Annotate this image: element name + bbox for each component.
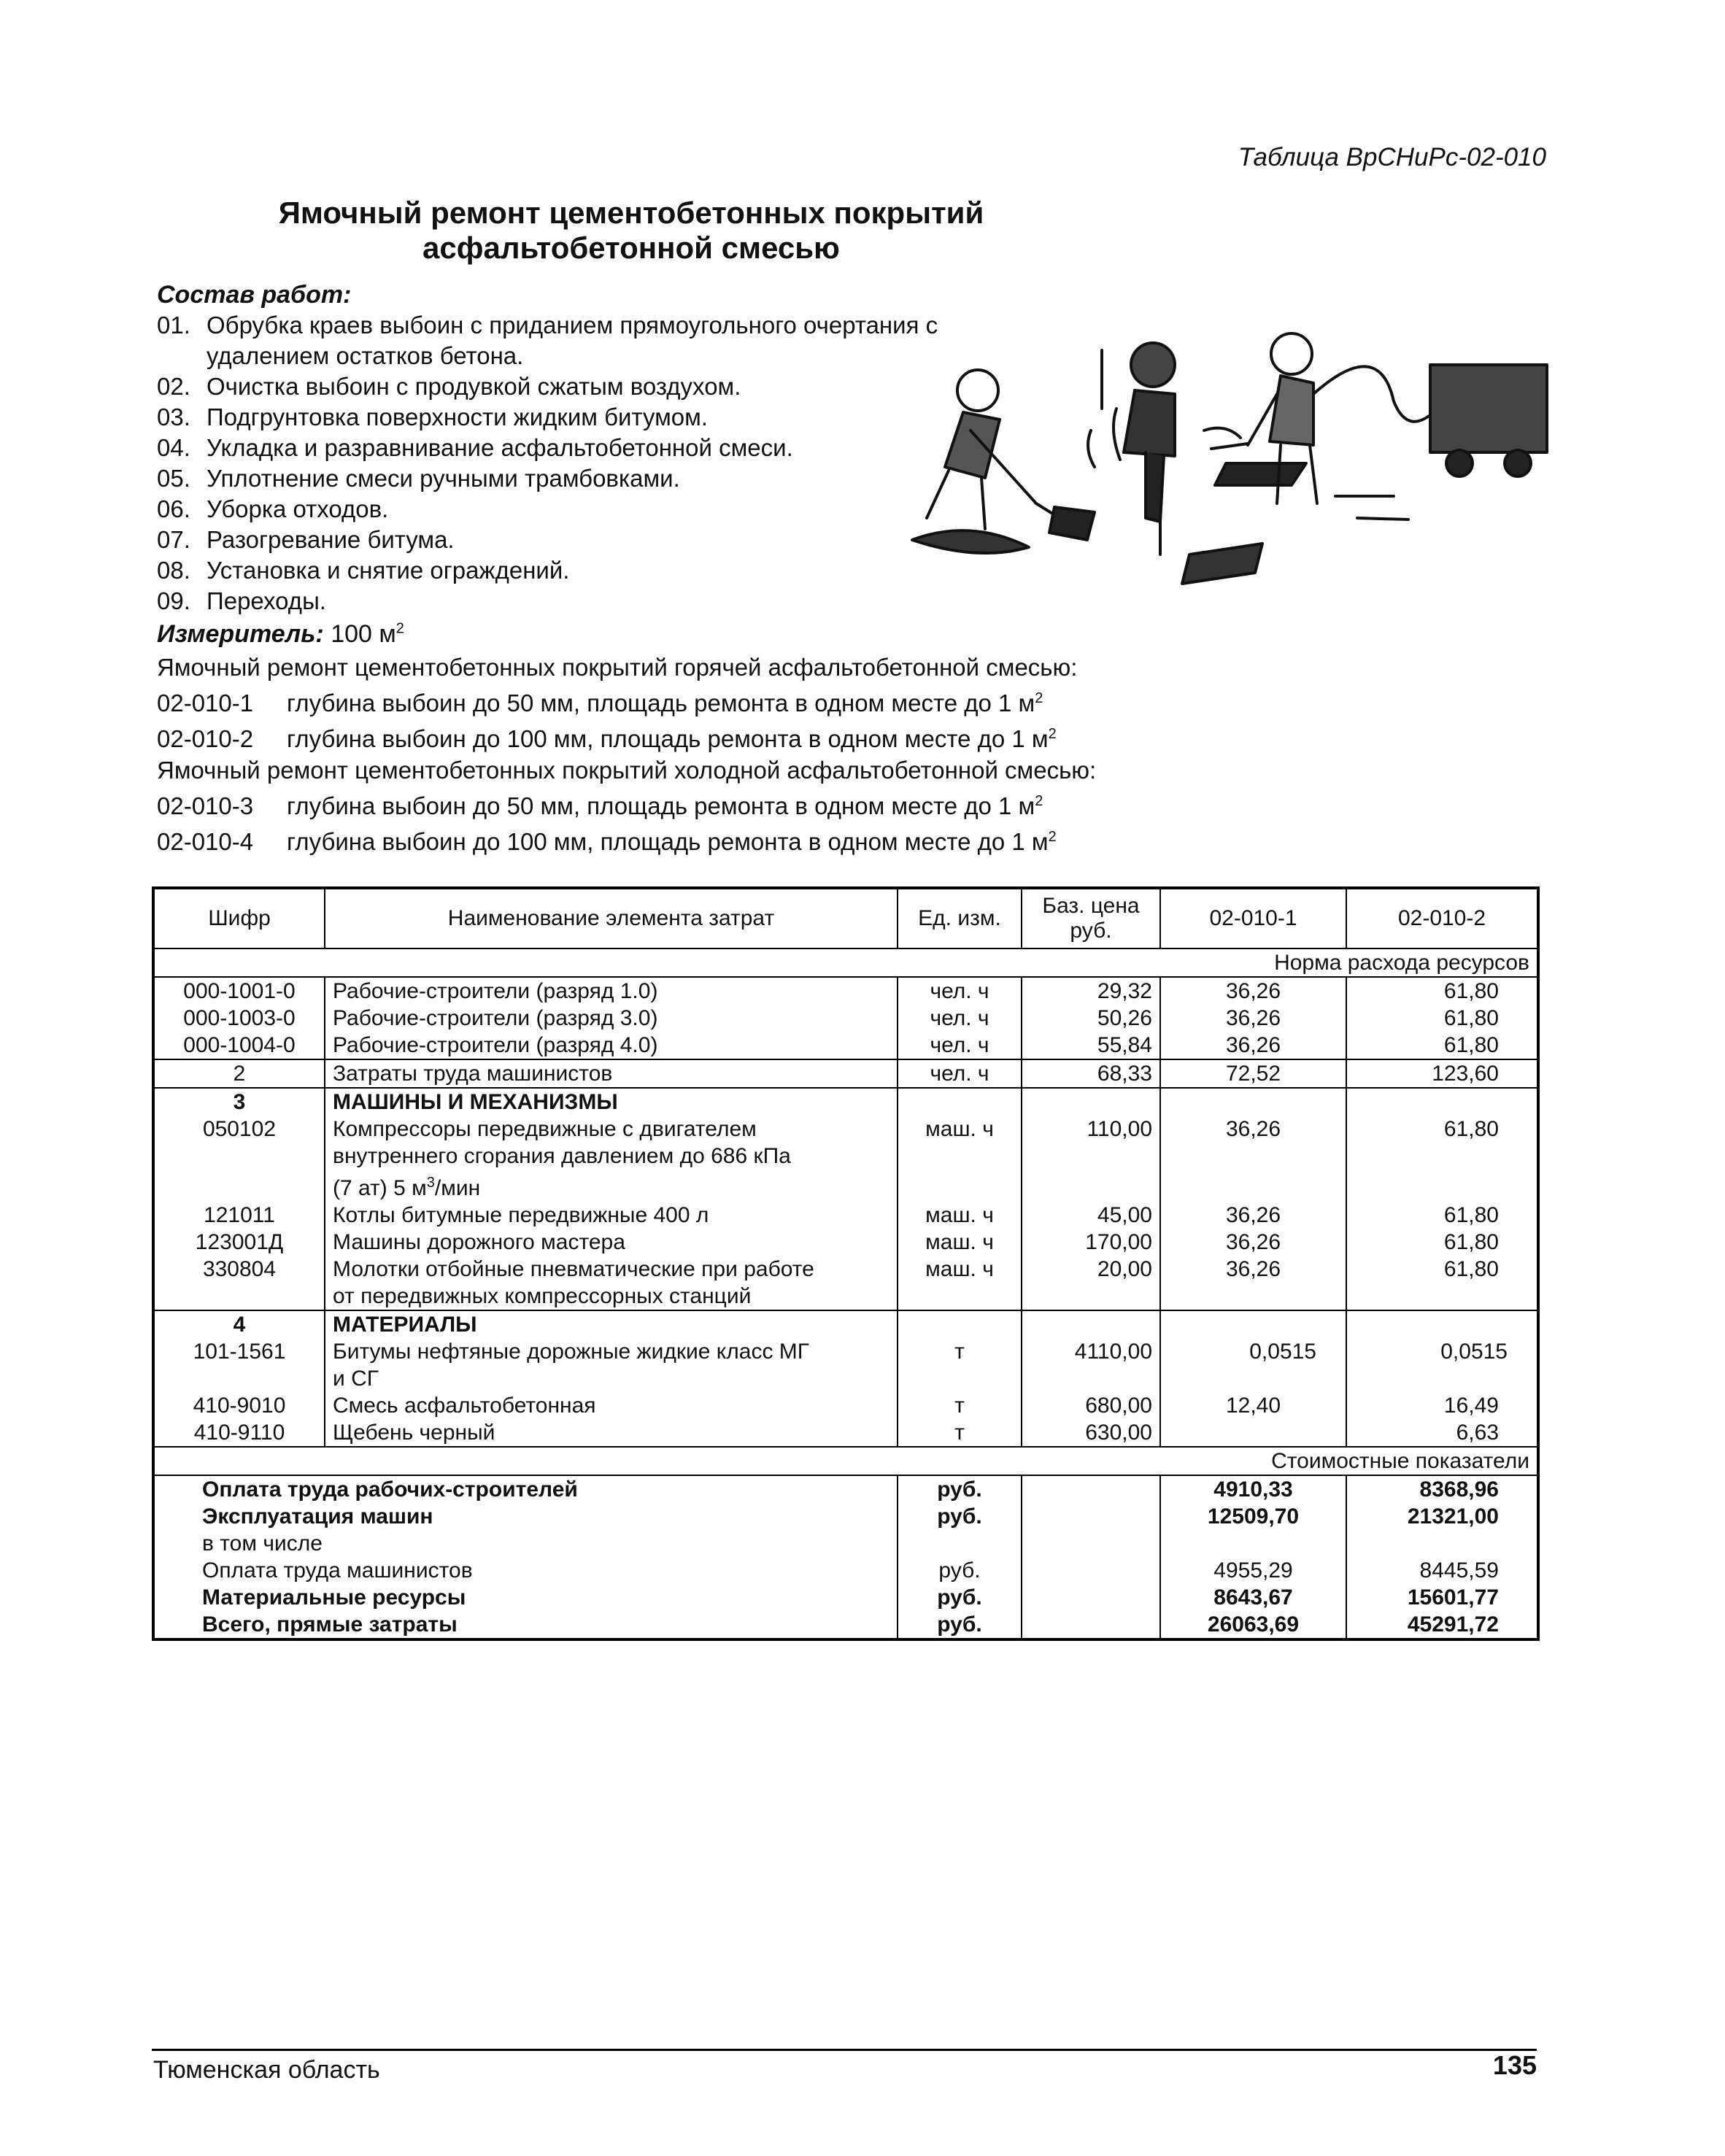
name-line: Битумы нефтяные дорожные жидкие класс МГ — [333, 1340, 810, 1364]
table-row — [153, 1005, 1538, 1032]
item-code: 02-010-3 — [157, 792, 254, 819]
cell-v1: 72,52 — [1160, 1059, 1346, 1088]
name-line: (7 ат) 5 $м^3$/мин — [333, 1175, 481, 1200]
worker-1-body — [945, 412, 1000, 478]
table-row — [153, 1338, 1538, 1392]
table-row — [153, 1059, 1538, 1088]
list-item — [157, 463, 973, 494]
cell-name: Рабочие-строители (разряд 4.0) — [325, 1032, 898, 1059]
cell-price: 4110,00 — [1022, 1338, 1160, 1392]
item-text: глубина выбоин до 100 мм, площадь ремонта в одном месте до 1 м — [287, 828, 1049, 855]
rubble — [912, 530, 1029, 553]
cell-unit: маш. ч — [898, 1256, 1022, 1310]
cell-price: 630,00 — [1022, 1419, 1160, 1447]
table-header-row — [153, 888, 1538, 948]
item-code: 02-010-2 — [157, 725, 254, 752]
cell-name: Смесь асфальтобетонная — [325, 1392, 898, 1419]
measure-sup: 2 — [395, 620, 404, 637]
workers-illustration — [883, 321, 1554, 598]
page-title-line-1: Ямочный ремонт цементобетонных покрытий — [278, 196, 984, 230]
cell-v2: 61,80 — [1346, 1116, 1538, 1202]
list-item — [157, 433, 973, 463]
list-item-text: Подгрунтовка поверхности жидким битумом. — [207, 403, 709, 430]
page-title — [219, 196, 1043, 266]
cell-code: 000-1003-0 — [183, 1006, 296, 1030]
hot-heading: Ямочный ремонт цементобетонных покрытий горячей асфальтобетонной смесью: — [157, 654, 1078, 681]
list-item-number: 08. — [157, 557, 190, 584]
header-name: Наименование элемента затрат — [325, 888, 898, 948]
list-item-text: Уборка отходов. — [207, 495, 389, 522]
list-item-number: 06. — [157, 495, 190, 522]
list-item — [157, 494, 973, 525]
table-row — [153, 1392, 1538, 1419]
group-title: МАШИНЫ И МЕХАНИЗМЫ — [325, 1088, 898, 1116]
measure-label: Измеритель: — [157, 620, 324, 648]
name-line: внутреннего сгорания давлением до 686 кПа — [333, 1144, 791, 1168]
description-item — [157, 822, 1096, 857]
cell-code: 000-1004-0 — [183, 1033, 296, 1057]
shovel-blade — [1049, 507, 1095, 540]
summary-unit: руб. — [898, 1475, 1022, 1503]
cell-name: Рабочие-строители (разряд 1.0) — [325, 977, 898, 1005]
summary-v1 — [1160, 1530, 1346, 1557]
table-row — [153, 1229, 1538, 1256]
air-hose — [1313, 366, 1438, 421]
cell-price: 20,00 — [1022, 1256, 1160, 1310]
page-number: 135 — [1492, 2050, 1537, 2080]
table-row — [153, 1202, 1538, 1229]
summary-v2: 8445,59 — [1346, 1557, 1538, 1584]
list-item-text: Разогревание битума. — [207, 526, 455, 553]
group-title: МАТЕРИАЛЫ — [325, 1310, 898, 1338]
summary-unit: руб. — [898, 1557, 1022, 1584]
cell-v1: 36,26 — [1160, 977, 1346, 1005]
summary-v2: 15601,77 — [1346, 1584, 1538, 1611]
item-sup: 2 — [1048, 726, 1057, 742]
cell-unit: чел. ч — [898, 1059, 1022, 1088]
cell-code: 410-9010 — [193, 1394, 286, 1418]
summary-unit: руб. — [898, 1584, 1022, 1611]
cell-code: 330804 — [202, 1257, 277, 1281]
summary-v1: 12509,70 — [1160, 1503, 1346, 1530]
cell-v2: 6,63 — [1346, 1419, 1538, 1447]
cell-name — [325, 1116, 898, 1202]
compressor-wheel-2 — [1505, 450, 1531, 476]
patch-plate-2 — [1182, 544, 1262, 584]
cell-price: 680,00 — [1022, 1392, 1160, 1419]
summary-v2: 21321,00 — [1346, 1503, 1538, 1530]
worker-1-head — [957, 370, 998, 411]
list-item-text: Переходы. — [207, 587, 326, 614]
cell-v1: 12,40 — [1160, 1392, 1346, 1419]
summary-row — [153, 1557, 1538, 1584]
cell-v2: 61,80 — [1346, 977, 1538, 1005]
cell-price: 110,00 — [1022, 1116, 1160, 1202]
cell-name — [325, 1256, 898, 1310]
cell-v1 — [1160, 1419, 1346, 1447]
list-item — [157, 310, 973, 371]
list-item-number: 09. — [157, 587, 190, 614]
cell-code: 121011 — [204, 1203, 275, 1227]
cell-v1: 36,26 — [1160, 1256, 1346, 1310]
summary-v2: 45291,72 — [1346, 1611, 1538, 1639]
cell-name — [325, 1338, 898, 1392]
cell-code: 123001Д — [195, 1230, 284, 1254]
summary-row — [153, 1475, 1538, 1503]
list-item — [157, 586, 973, 617]
summary-name: в том числе — [202, 1531, 323, 1556]
summary-v1: 26063,69 — [1160, 1611, 1346, 1639]
work-list — [157, 310, 973, 617]
cell-code: 000-1001-0 — [153, 977, 325, 1005]
list-item-text: Обрубка краев выбоин с приданием прямоугольного очертания с удалением остатков бетона. — [207, 312, 938, 369]
item-sup: 2 — [1048, 829, 1057, 845]
cell-unit: маш. ч — [898, 1202, 1022, 1229]
summary-v1: 8643,67 — [1160, 1584, 1346, 1611]
cell-v1: 36,26 — [1160, 1202, 1346, 1229]
compressor-wheel-1 — [1446, 450, 1473, 476]
list-item-number: 07. — [157, 526, 190, 553]
cell-name: Рабочие-строители (разряд 3.0) — [325, 1005, 898, 1032]
cost-table — [152, 886, 1540, 1641]
name-line: от передвижных компрессорных станций — [333, 1284, 752, 1308]
summary-unit: руб. — [898, 1503, 1022, 1530]
cell-code: 410-9110 — [193, 1421, 285, 1445]
item-sup: 2 — [1035, 793, 1043, 809]
table-row — [153, 977, 1538, 1005]
summary-name: Материальные ресурсы — [202, 1585, 466, 1610]
name-line: Молотки отбойные пневматические при работе — [333, 1257, 814, 1281]
jackhammer — [1146, 452, 1164, 522]
table-row — [153, 1256, 1538, 1310]
cell-name: Щебень черный — [325, 1419, 898, 1447]
list-item-text: Уплотнение смеси ручными трамбовками. — [207, 465, 680, 492]
cell-price: 45,00 — [1022, 1202, 1160, 1229]
summary-row — [153, 1503, 1538, 1530]
summary-row — [153, 1584, 1538, 1611]
summary-v2 — [1346, 1530, 1538, 1557]
table-caption: Таблица ВрСНиРс-02-010 — [1238, 143, 1546, 171]
cell-v2: 61,80 — [1346, 1005, 1538, 1032]
list-item-text: Установка и снятие ограждений. — [207, 557, 570, 584]
summary-name: Оплата труда машинистов — [202, 1558, 473, 1583]
cell-price: 170,00 — [1022, 1229, 1160, 1256]
summary-name: Оплата труда рабочих-строителей — [153, 1475, 898, 1503]
worker-2-head — [1131, 343, 1175, 387]
cell-v2: 61,80 — [1346, 1229, 1538, 1256]
worker-3-body — [1270, 376, 1313, 445]
worker-2-body — [1124, 390, 1175, 456]
cell-v1: 36,26 — [1160, 1229, 1346, 1256]
name-line: Компрессоры передвижные с двигателем — [333, 1117, 757, 1141]
table-row — [153, 1116, 1538, 1202]
summary-v2: 8368,96 — [1346, 1475, 1538, 1503]
list-item-text: Очистка выбоин с продувкой сжатым воздухом. — [207, 373, 741, 400]
compressor — [1430, 365, 1547, 452]
group-code: 3 — [153, 1088, 325, 1116]
page-title-line-2: асфальтобетонной смесью — [422, 231, 840, 265]
composition-heading: Состав работ: — [157, 281, 352, 309]
list-item-number: 04. — [157, 434, 190, 461]
section-costs: Стоимостные показатели — [153, 1447, 1538, 1475]
list-item — [157, 371, 973, 402]
cell-unit: маш. ч — [898, 1116, 1022, 1202]
cell-unit: чел. ч — [898, 1032, 1022, 1059]
cell-price: 55,84 — [1022, 1032, 1160, 1059]
cell-name: Машины дорожного мастера — [325, 1229, 898, 1256]
cell-unit: чел. ч — [898, 977, 1022, 1005]
cell-v2: 0,0515 — [1346, 1338, 1538, 1392]
cell-v2: 123,60 — [1346, 1059, 1538, 1088]
table-row — [153, 1032, 1538, 1059]
worker-3-head — [1271, 333, 1312, 374]
list-item — [157, 525, 973, 555]
cell-v1: 36,26 — [1160, 1005, 1346, 1032]
description-item — [157, 786, 1096, 822]
header-code: Шифр — [153, 888, 325, 948]
table-row — [153, 1419, 1538, 1447]
header-price: Баз. цена руб. — [1022, 888, 1160, 948]
cell-v2: 61,80 — [1346, 1202, 1538, 1229]
cell-code: 2 — [153, 1059, 325, 1088]
cell-code: 050102 — [202, 1117, 277, 1141]
list-item-text: Укладка и разравнивание асфальтобетонной смеси. — [207, 434, 793, 461]
list-item-number: 02. — [157, 373, 190, 400]
cold-heading: Ямочный ремонт цементобетонных покрытий холодной асфальтобетонной смесью: — [157, 757, 1097, 784]
section-row — [153, 948, 1538, 977]
summary-v1: 4955,29 — [1160, 1557, 1346, 1584]
item-text: глубина выбоин до 50 мм, площадь ремонта в одном месте до 1 м — [287, 792, 1035, 819]
description-item — [157, 719, 1096, 754]
cell-v2: 61,80 — [1346, 1256, 1538, 1310]
cell-v1: 36,26 — [1160, 1032, 1346, 1059]
cell-price: 50,26 — [1022, 1005, 1160, 1032]
description-block — [157, 652, 1096, 857]
list-item — [157, 555, 973, 586]
patch-plate-1 — [1215, 463, 1306, 485]
measure-value: 100 м — [331, 620, 396, 648]
item-text: глубина выбоин до 50 мм, площадь ремонта в одном месте до 1 м — [287, 689, 1035, 716]
footer-divider — [152, 2049, 1537, 2051]
summary-row — [153, 1530, 1538, 1557]
item-code: 02-010-1 — [157, 689, 254, 716]
measure-line — [157, 620, 404, 649]
cell-unit: чел. ч — [898, 1005, 1022, 1032]
description-item — [157, 683, 1096, 719]
summary-name: Эксплуатация машин — [202, 1504, 433, 1529]
name-line: и СГ — [333, 1367, 379, 1391]
list-item-number: 01. — [157, 312, 190, 339]
group-row — [153, 1088, 1538, 1116]
item-sup: 2 — [1035, 690, 1043, 706]
list-item-number: 03. — [157, 403, 190, 430]
group-code: 4 — [153, 1310, 325, 1338]
section-norms: Норма расхода ресурсов — [153, 948, 1538, 977]
cell-unit: т — [898, 1392, 1022, 1419]
header-col2: 02-010-2 — [1346, 888, 1538, 948]
group-row — [153, 1310, 1538, 1338]
spray — [1204, 428, 1248, 449]
ground-lines — [1335, 496, 1408, 519]
cell-name: Затраты труда машинистов — [325, 1059, 898, 1088]
cell-unit: т — [898, 1419, 1022, 1447]
cell-v2: 16,49 — [1346, 1392, 1538, 1419]
worker-1-legs — [927, 471, 985, 529]
item-code: 02-010-4 — [157, 828, 254, 855]
cell-price: 29,32 — [1022, 977, 1160, 1005]
cell-v1: 36,26 — [1160, 1116, 1346, 1202]
cell-v2: 61,80 — [1346, 1032, 1538, 1059]
cell-price: 68,33 — [1022, 1059, 1160, 1088]
cell-code: 101-1561 — [193, 1340, 286, 1364]
summary-row — [153, 1611, 1538, 1639]
summary-unit — [898, 1530, 1022, 1557]
cell-v1: 0,0515 — [1160, 1338, 1346, 1392]
list-item-number: 05. — [157, 465, 190, 492]
list-item — [157, 402, 973, 433]
section-row — [153, 1447, 1538, 1475]
cell-unit: маш. ч — [898, 1229, 1022, 1256]
cell-unit: т — [898, 1338, 1022, 1392]
footer-region: Тюменская область — [153, 2056, 380, 2084]
header-unit: Ед. изм. — [898, 888, 1022, 948]
summary-unit: руб. — [898, 1611, 1022, 1639]
item-text: глубина выбоин до 100 мм, площадь ремонта в одном месте до 1 м — [287, 725, 1049, 752]
header-col1: 02-010-1 — [1160, 888, 1346, 948]
motion-lines — [1088, 350, 1120, 467]
summary-name: Всего, прямые затраты — [202, 1612, 458, 1637]
summary-v1: 4910,33 — [1160, 1475, 1346, 1503]
cell-name: Котлы битумные передвижные 400 л — [325, 1202, 898, 1229]
